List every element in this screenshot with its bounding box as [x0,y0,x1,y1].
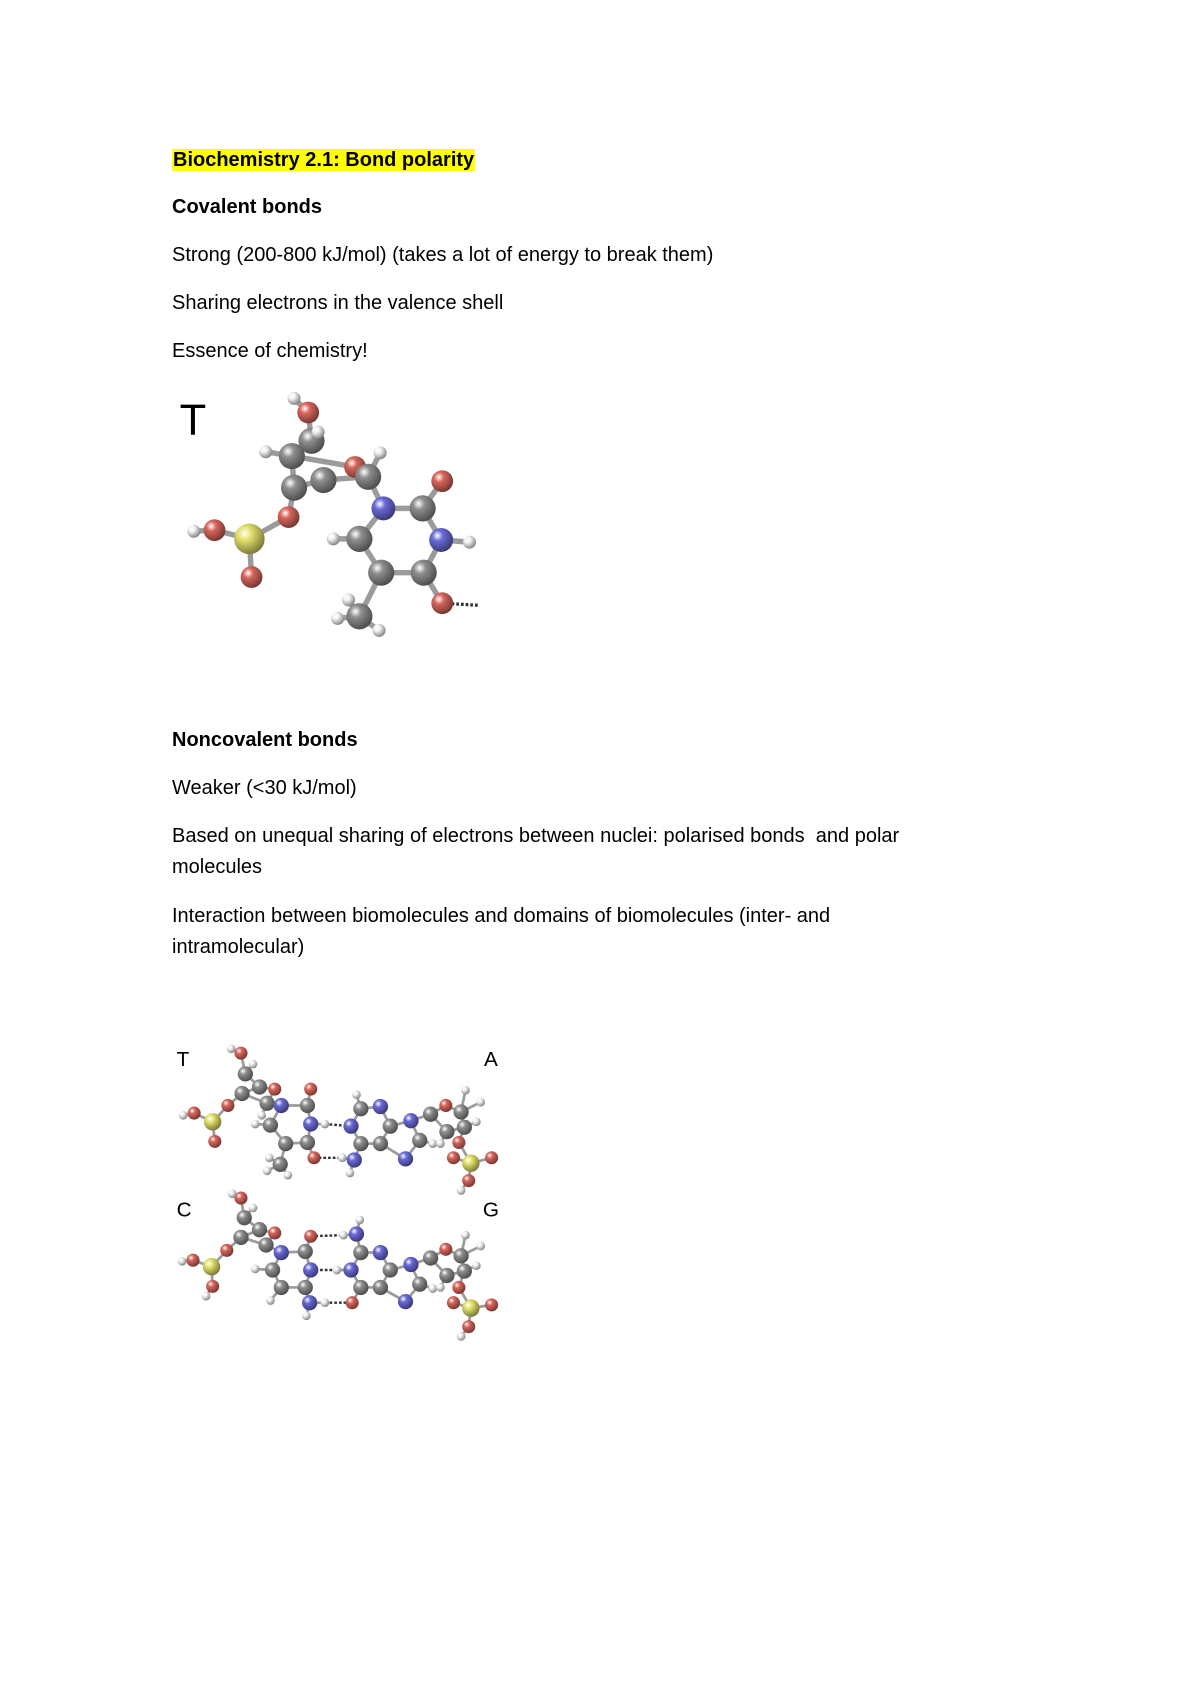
atom-oxygen [439,1099,452,1112]
atom-nitrogen [398,1151,413,1166]
atom-phosphorus [234,524,265,555]
noncovalent-paragraph-unequal-sharing [172,821,899,883]
atom-hydrogen [463,536,476,549]
atom-oxygen [462,1174,475,1187]
atom-hydrogen [436,1139,445,1148]
atom-hydrogen [321,1120,330,1129]
atom-nitrogen [373,1099,388,1114]
atom-hydrogen [339,1231,348,1240]
atom-hydrogen [472,1117,481,1126]
atom-hydrogen [288,392,301,405]
atom-hydrogen [476,1242,485,1251]
atom-carbon [411,560,437,586]
atom-hydrogen [251,1120,260,1129]
atom-hydrogen [372,624,385,637]
thymidine-ball-and-stick-model [187,392,479,637]
atom-oxygen [188,1107,201,1120]
atom-carbon [410,495,436,521]
atom-hydrogen [472,1261,481,1270]
atom-carbon [300,1098,315,1113]
atom-oxygen [304,1230,317,1243]
atom-carbon [373,1136,388,1151]
atom-nitrogen [343,1119,358,1134]
atom-nitrogen [303,1116,318,1131]
atom-nitrogen [349,1226,364,1241]
atom-carbon [279,443,305,469]
figure-label-a: A [483,1048,498,1072]
atom-hydrogen [461,1231,470,1240]
atom-carbon [281,475,307,501]
atom-oxygen [447,1296,460,1309]
atom-oxygen [439,1243,452,1256]
atom-hydrogen [476,1098,485,1107]
atom-hydrogen [187,525,200,538]
atom-carbon [298,1244,313,1259]
atom-hydrogen [436,1283,445,1292]
atom-carbon [346,526,372,552]
atom-carbon [273,1157,288,1172]
atom-carbon [353,1101,368,1116]
atom-hydrogen [263,1166,272,1175]
atom-phosphorus [462,1299,479,1316]
paragraph-line: intramolecular) [172,936,305,958]
atom-hydrogen [266,1296,275,1305]
atom-hydrogen [265,1153,274,1162]
atom-nitrogen [303,1262,318,1277]
atom-hydrogen [202,1292,211,1301]
atom-oxygen [452,1136,465,1149]
atom-oxygen [307,1151,320,1164]
atom-phosphorus [462,1155,479,1172]
atom-nitrogen [429,528,453,552]
page-title [172,148,475,172]
atom-carbon [383,1262,398,1277]
atom-carbon [310,467,336,493]
atom-carbon [263,1117,278,1132]
atom-hydrogen [228,1189,237,1198]
atom-oxygen [234,1047,247,1060]
atom-hydrogen [346,1169,355,1178]
atom-carbon [237,1210,252,1225]
covalent-line-sharing: Sharing electrons in the valence shell [172,292,504,314]
atom-oxygen [268,1083,281,1096]
atom-nitrogen [302,1295,317,1310]
atom-hydrogen [259,445,272,458]
atom-carbon [355,464,381,490]
atom-hydrogen [331,612,344,625]
atom-nitrogen [274,1098,289,1113]
atom-carbon [234,1086,249,1101]
atom-hydrogen [457,1186,466,1195]
atom-hydrogen [352,1090,361,1099]
atom-oxygen [221,1099,234,1112]
atom-hydrogen [227,1044,236,1053]
atom-carbon [258,1237,273,1252]
atom-carbon [265,1262,280,1277]
figure-label-c: C [176,1198,192,1222]
atom-carbon [274,1280,289,1295]
atom-hydrogen [457,1332,466,1341]
atom-hydrogen [179,1111,188,1120]
atom-carbon [353,1280,368,1295]
base-pairs-figure [172,1039,505,1355]
thymine-adenine-pair-model [176,1044,498,1194]
atom-hydrogen [321,1298,330,1307]
atom-oxygen [485,1298,498,1311]
atom-carbon [457,1120,472,1135]
figure-label-t: T [179,396,207,445]
atom-carbon [353,1245,368,1260]
atom-oxygen [431,592,453,614]
atom-oxygen [220,1244,233,1257]
atom-carbon [439,1268,454,1283]
atom-oxygen [241,566,263,588]
atom-hydrogen [249,1060,258,1069]
atom-carbon [260,1096,275,1111]
atom-nitrogen [371,496,395,520]
atom-hydrogen [283,1171,292,1180]
paragraph-line: Interaction between biomolecules and domains of biomolecules (inter- and [172,905,831,927]
title-highlight: Biochemistry 2.1: Bond polarity [173,149,475,171]
atom-oxygen [206,1280,219,1293]
atom-nitrogen [403,1113,418,1128]
atom-hydrogen [428,1284,437,1293]
atom-phosphorus [203,1258,220,1275]
atom-hydrogen [355,1216,364,1225]
atom-nitrogen [403,1257,418,1272]
atom-carbon [300,1135,315,1150]
atom-oxygen [447,1151,460,1164]
covalent-heading: Covalent bonds [172,196,323,218]
atom-carbon [346,603,372,629]
atom-nitrogen [347,1152,362,1167]
atom-nitrogen [373,1245,388,1260]
atom-hydrogen [338,1153,347,1162]
atom-oxygen [204,519,226,541]
atom-oxygen [452,1281,465,1294]
covalent-line-essence: Essence of chemistry! [172,340,368,362]
atom-carbon [298,1280,313,1295]
atom-carbon [423,1107,438,1122]
atom-oxygen [208,1135,221,1148]
atom-carbon [278,1136,293,1151]
atom-oxygen [278,506,300,528]
covalent-line-strength: Strong (200-800 kJ/mol) (takes a lot of energy to break them) [172,244,714,266]
atom-hydrogen [251,1265,260,1274]
atom-hydrogen [178,1257,187,1266]
atom-oxygen [297,402,319,424]
paragraph-line: Based on unequal sharing of electrons between nuclei: polarised bonds and polar [172,825,900,847]
atom-hydrogen [257,1111,266,1120]
atom-oxygen [485,1151,498,1164]
paragraph-line: molecules [172,856,263,878]
atom-hydrogen [374,446,387,459]
atom-oxygen [304,1083,317,1096]
atom-hydrogen [461,1086,470,1095]
noncovalent-line-weaker: Weaker (<30 kJ/mol) [172,777,357,799]
atom-hydrogen [311,426,324,439]
noncovalent-heading: Noncovalent bonds [172,729,358,751]
atom-nitrogen [398,1294,413,1309]
atom-carbon [238,1066,253,1081]
atom-carbon [373,1280,388,1295]
atom-oxygen [268,1226,281,1239]
atom-nitrogen [343,1262,358,1277]
thymidine-molecule-figure [172,384,488,648]
atom-hydrogen [333,1266,342,1275]
noncovalent-paragraph-interaction [172,901,830,963]
atom-carbon [368,560,394,586]
cytosine-guanine-pair-model [178,1189,498,1340]
atom-carbon [252,1222,267,1237]
atom-carbon [423,1250,438,1265]
atom-carbon [233,1230,248,1245]
atom-hydrogen [342,593,355,606]
atom-oxygen [186,1254,199,1267]
atom-hydrogen [327,532,340,545]
atom-carbon [353,1136,368,1151]
atom-oxygen [431,470,453,492]
atom-nitrogen [274,1245,289,1260]
atom-carbon [453,1248,468,1263]
atom-oxygen [346,1296,359,1309]
atom-oxygen [462,1320,475,1333]
atom-carbon [252,1079,267,1094]
atom-hydrogen [428,1139,437,1148]
atom-hydrogen [249,1204,258,1213]
atom-carbon [412,1133,427,1148]
atom-phosphorus [204,1113,221,1130]
atom-carbon [457,1263,472,1278]
atom-carbon [383,1119,398,1134]
atom-carbon [453,1104,468,1119]
figure-label-t: T [176,1048,190,1072]
figure-label-g: G [482,1198,499,1222]
atom-carbon [439,1124,454,1139]
atom-hydrogen [302,1311,311,1320]
atom-carbon [412,1277,427,1292]
